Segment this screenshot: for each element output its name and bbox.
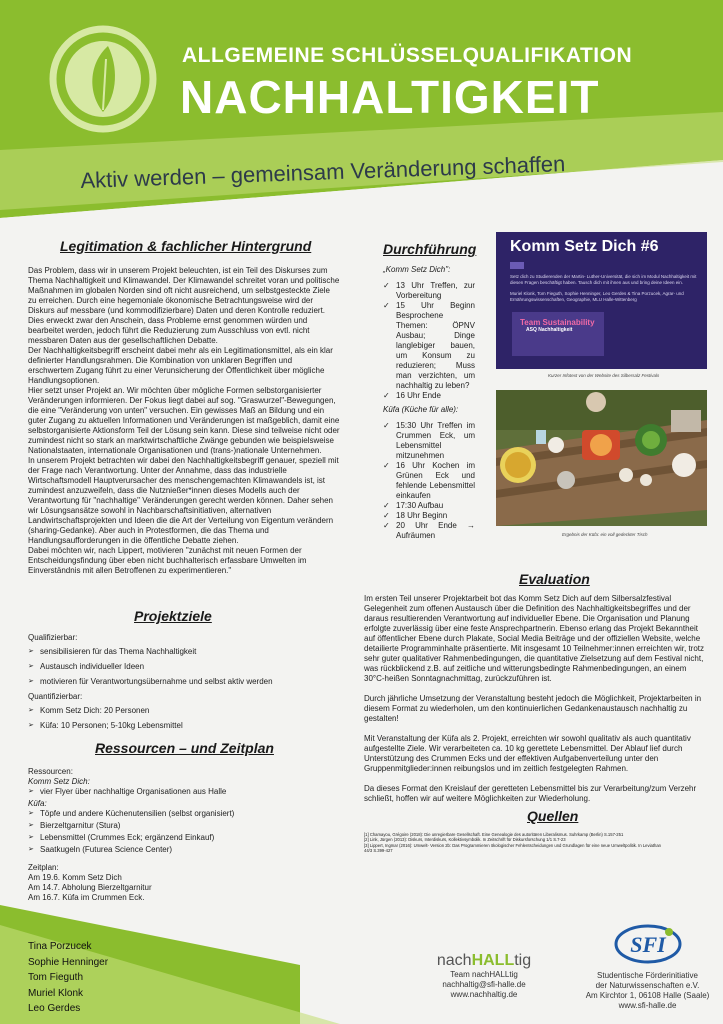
list-item: ✓ 15 Uhr Beginn Besprochene Themen: ÖPNV Ausbau; Dinge langlebiger bauen, um Konsum zu reduzieren; Muss man verzichten, um nachhaltig zu leben?	[383, 301, 475, 391]
evaluation-paragraph: Im ersten Teil unserer Projektarbeit bot das Komm Setz Dich auf dem Silbersalzfestival Gelegenheit zum offenen Austausch über die Definition des Nachhaltigkeitsbegriffes und der daraus resultierenden Verantwortung auf individueller Ebene. Die Organisation und Planung erfolgte zuverlässig über eine feste Ansprechpartnerin. Ebenso erlang das Projekt Bekanntheit auf öffentlicher Ebene durch Plakate, Social Media Beiträge und der offiziellen Website, welche detailierte Programminhalte präsentierte. Mit insgesamt 10 Teilnehmer:innen erreichten wir, trotz sehr guter qualitativer Rahmenbedingungen, die quantitative Zielsetzung auf dem Festival nicht, was rückblickend z.B. auf zeitliche und witterungsbedingte Rahmenbedingungen, an einem 30°C-heißen Sonntagnachmittag, zurückzuführen ist.	[364, 594, 705, 683]
team-line: Team nachHALLtig	[450, 970, 518, 979]
team-badge-title: Team Sustainability	[520, 318, 595, 327]
evaluation-text	[364, 594, 704, 804]
quellen-list	[364, 832, 664, 854]
team-website[interactable]: www.nachhaltig.de	[450, 990, 518, 999]
author-name: Tina Porzucek	[28, 941, 92, 952]
projektziele-heading: Projektziele	[134, 608, 212, 624]
author-name: Tom Fieguth	[28, 972, 84, 983]
legitimation-paragraph: Dabei möchten wir, nach Lippert, motivieren "zunächst mit neuen Formen der Entscheidungsfindung über eben nicht buchhalterisch erfassbare Umwelten im Einverständnis mit allen Betroffenen zu experimentieren."	[28, 546, 307, 575]
author-name: Leo Gerdes	[28, 1003, 81, 1014]
legitimation-paragraph: Hier setzt unser Projekt an. Wir möchten über mögliche Formen selbstorganisierter Veränderungen informieren. Der Fokus liegt dabei auf sog. "Graswurzel"-Bewegungen, die eine "Veränderung von unten" versuchen. Ein gewisses Maß an Bildung und ein guter Zugang zu aktuellen Informationen und Veränderungen ist maßgeblich, damit eine selbstorganisierte Aktionsform Teil der Lösung sein kann. Diese sind teilweise nicht oder zumindest nicht so stark an marktwirtschaftliche Zwänge gebunden wie beispielsweise Nationalstaaten, internationale Organisationen und (trans-)nationale Unternehmen.	[28, 386, 340, 455]
list-item: ➢ Töpfe und andere Küchenutensilien (selbst organisiert)	[28, 809, 328, 819]
source-item: [1] Chamayou, Grégoire (2018): Die unregierbare Gesellschaft. Eine Genealogie des autoritären Liberalismus. Suhrkamp (Berlin) S.157-251	[364, 832, 624, 837]
flyer-title: Komm Setz Dich #6	[510, 238, 659, 255]
ksd-schedule	[383, 265, 475, 401]
flyer-text-1: Setz dich zu Studierenden der Martin- Luther-Universität, die sich im Modul Nachhaltigkeit mit diesen Fragen beschäftigt haben. Tausch dich mit ihnen aus und bring deine Ideen ein.	[510, 274, 697, 285]
zeitplan-item: Am 14.7. Abholung Bierzeltgarnitur	[28, 883, 152, 892]
list-item: ➢ Lebensmittel (Crummes Eck; ergänzend Einkauf)	[28, 833, 328, 843]
sfi-line: Studentische Förderinitiative	[597, 971, 698, 980]
legitimation-heading: Legitimation & fachlicher Hintergrund	[60, 238, 312, 254]
team-badge-sub: ASQ Nachhaltigkeit	[526, 327, 573, 333]
flyer-text	[510, 274, 699, 303]
team-email[interactable]: nachhaltig@sfi-halle.de	[442, 980, 526, 989]
sfi-website[interactable]: www.sfi-halle.de	[618, 1001, 677, 1010]
list-item: ➢ vier Flyer über nachhaltige Organisationen aus Halle	[28, 787, 328, 797]
poster-tagline: Aktiv werden – gemeinsam Veränderung schaffen	[80, 151, 566, 193]
list-item: ➢ Austausch individueller Ideen	[28, 662, 328, 672]
header-title: NACHHALTIGKEIT	[180, 71, 600, 123]
event-flyer-image	[496, 232, 707, 369]
kufa-schedule	[383, 405, 475, 541]
zeitplan-label: Zeitplan:	[28, 863, 59, 872]
list-item: ✓ 16 Uhr Kochen im Grünen Eck und fehlende Lebensmittel einkaufen	[383, 461, 475, 501]
evaluation-heading: Evaluation	[519, 571, 590, 587]
legitimation-paragraph: In unserem Projekt betrachten wir dabei den Nachhaltigkeitsbegriff genauer, speziell mit der Frage nach Verantwortung. Unter der Annahme, dass das industrielle Wirtschaftsmodell Hauptverursacher des menschengemachten Klimawandels ist, ist zumindest anzuzweifeln, dass die Nutznießer*innen dieses Modells auch der Verantwortung für "nachhaltige" Veränderungen gerecht werden können. Daher sehen wir Lösungsansätze sowohl in Nachbarschaftsinitiativen, alternativen Landwirtschaftsprojekten und Ideen die die Art der Verteilung von Eigentum verändern (sharing-Gedanke). Aber auch in Protestformen, die das Thema und Handlungsaufforderungen in die öffentliche Debatte ziehen.	[28, 456, 339, 545]
list-item: ✓ 13 Uhr Treffen, zur Vorbereitung	[383, 281, 475, 301]
list-item: ✓ 17:30 Aufbau	[383, 501, 475, 511]
source-item: [3] Lippert, Ingmar (2016): Umwelt- Version 2b: Das Programmieren ökologischer Fehlentscheidungen und Grundlagen für eine neue Umweltpolitik. In Leviathan 44/3 S.399-427	[364, 842, 662, 854]
sfi-logo-icon	[613, 922, 683, 966]
ressourcen-label: Ressourcen:	[28, 767, 73, 776]
evaluation-paragraph: Durch jährliche Umsetzung der Veranstaltung besteht jedoch die Möglichkeit, Projektarbeiten in diesem Format zu wiederholen, um den kontinuierlichen Gedankenaustausch nachhaltig zu gestalten!	[364, 694, 702, 723]
list-item: ➢ motivieren für Verantwortungsübernahme und selbst aktiv werden	[28, 677, 328, 687]
flyer-tag	[510, 262, 524, 269]
ressourcen-list	[28, 767, 328, 903]
list-item: ➢ Saatkugeln (Futurea Science Center)	[28, 845, 328, 855]
food-table-photo	[496, 390, 707, 526]
zeitplan-item: Am 19.6. Komm Setz Dich	[28, 873, 122, 882]
brand-part: tig	[514, 952, 532, 969]
list-item: ✓ 18 Uhr Beginn	[383, 511, 475, 521]
author-name: Muriel Klonk	[28, 987, 84, 999]
team-badge	[512, 312, 604, 356]
zeitplan-item: Am 16.7. Küfa im Crummen Eck.	[28, 893, 145, 902]
flyer-text-2: Muriel Klonk, Tom Fieguth, Sophie Henninger, Leo Gerdes & Tina Porzucek, Agrar- und Ernährungswissenschaften, Geographie, MLU Halle-Wittenberg	[510, 291, 684, 302]
legitimation-paragraph: Der Nachhaltigkeitsbegriff erscheint dabei mehr als ein Legitimationsmittel, als ein klar definierter Handlungsrahmen. Die Kombination von unklaren Begriffen und erschwertem Zugang führt zu einer Verunsicherung der Öffentlichkeit über mögliche Handlungsoptionen.	[28, 346, 333, 385]
sfi-contact	[585, 922, 710, 1011]
list-item: ✓ 16 Uhr Ende	[383, 391, 475, 401]
sfi-address: Am Kirchtor 1, 06108 Halle (Saale)	[585, 991, 710, 1000]
evaluation-paragraph: Mit Veranstaltung der Küfa als 2. Projekt, erreichten wir sowohl qualitativ als auch quantitativ aufgestellte Ziele. Wir verarbeiteten ca. 10 kg gerettete Lebensmittel. Der Ablauf lief durch Unterstützung des Crummen Ecks und der effektiven Aufgabenverteilung unter den Gruppenmitglieder:innen reibungslos und im zeitlich festgelegten Rahmen.	[364, 734, 691, 773]
list-item: ➢ Bierzeltgarnitur (Stura)	[28, 821, 328, 831]
leaf-logo-icon	[48, 24, 158, 134]
image2-caption: Ergebnis der Küfa: ein voll gedeckter Tisch	[562, 532, 648, 537]
durchfuehrung-heading: Durchführung	[383, 241, 477, 257]
brand-part: nach	[436, 952, 472, 969]
projektziele-list	[28, 633, 328, 733]
evaluation-paragraph: Da dieses Format den Kreislauf der geretteten Lebensmittel bis zur Verarbeitung/zum Verzehr schließt, hoffen wir auf weitere Möglichkeiten zur Wiederholung.	[364, 784, 697, 803]
kufa-label: Küfa:	[28, 799, 47, 808]
sfi-line: der Naturwissenschaften e.V.	[595, 981, 700, 990]
team-logo	[424, 952, 544, 970]
list-item: ➢ Komm Setz Dich: 20 Personen	[28, 706, 328, 716]
brand-part: HALL	[471, 952, 515, 969]
ksd-schedule-label: „Komm Setz Dich":	[383, 265, 451, 274]
image1-caption: Kurzer Infotext von der Website des Silbersalz Festivals	[548, 373, 660, 378]
team-contact	[424, 952, 544, 1000]
quellen-heading: Quellen	[527, 808, 579, 824]
header-subtitle: ALLGEMEINE SCHLÜSSELQUALIFIKATION	[182, 44, 633, 67]
kufa-schedule-label: Küfa (Küche für alle):	[383, 405, 459, 414]
legitimation-paragraph: Das Problem, dass wir in unserem Projekt beleuchten, ist ein Teil des Diskurses zum Thema Nachhaltigkeit und Klimawandel. Der Klimawandel schreitet voran und politische Maßnahmen im globalen Norden sind oft nicht ausreichend, um selbstgesteckte Ziele zu erreichen. Durch eine hegemoniale ökonomische Betrachtungsweise wird der Diskurs auf messbare (und kommodifizierbare) Daten und deren Kontrolle reduziert. Dies erweckt zwar den Anschein, dass Probleme ernst genommen würden und bearbeitet werden, jedoch führt die Reduzierung zum Ausschluss von evtl. nicht messbaren Daten aus der gesellschaftlichen Debatte.	[28, 266, 340, 345]
quantifizierbar-label: Quantifizierbar:	[28, 692, 83, 701]
list-item: ➢ Küfa: 10 Personen; 5-10kg Lebensmittel	[28, 721, 328, 731]
author-names	[28, 939, 108, 1017]
author-name: Sophie Henninger	[28, 956, 109, 968]
source-item: [2] Link, Jürgen (2013): Diskurs, Interdiskurs, Kollektivsymbolik. In Zeitschrift für Diskursforschung 1/1 S.7-23	[364, 837, 566, 843]
ressourcen-heading: Ressourcen – und Zeitplan	[95, 740, 274, 756]
list-item: ✓ 20 Uhr Ende → Aufräumen	[383, 521, 475, 541]
legitimation-text	[28, 266, 340, 576]
qualifizierbar-label: Qualifizierbar:	[28, 633, 78, 642]
list-item: ➢ sensibilisieren für das Thema Nachhaltigkeit	[28, 647, 328, 657]
ksd-label: Komm Setz Dich:	[28, 777, 90, 786]
list-item: ✓ 15:30 Uhr Treffen im Crummen Eck, um Lebensmittel mitzunehmen	[383, 421, 475, 461]
sfi-logo-text: SFI	[629, 932, 666, 957]
